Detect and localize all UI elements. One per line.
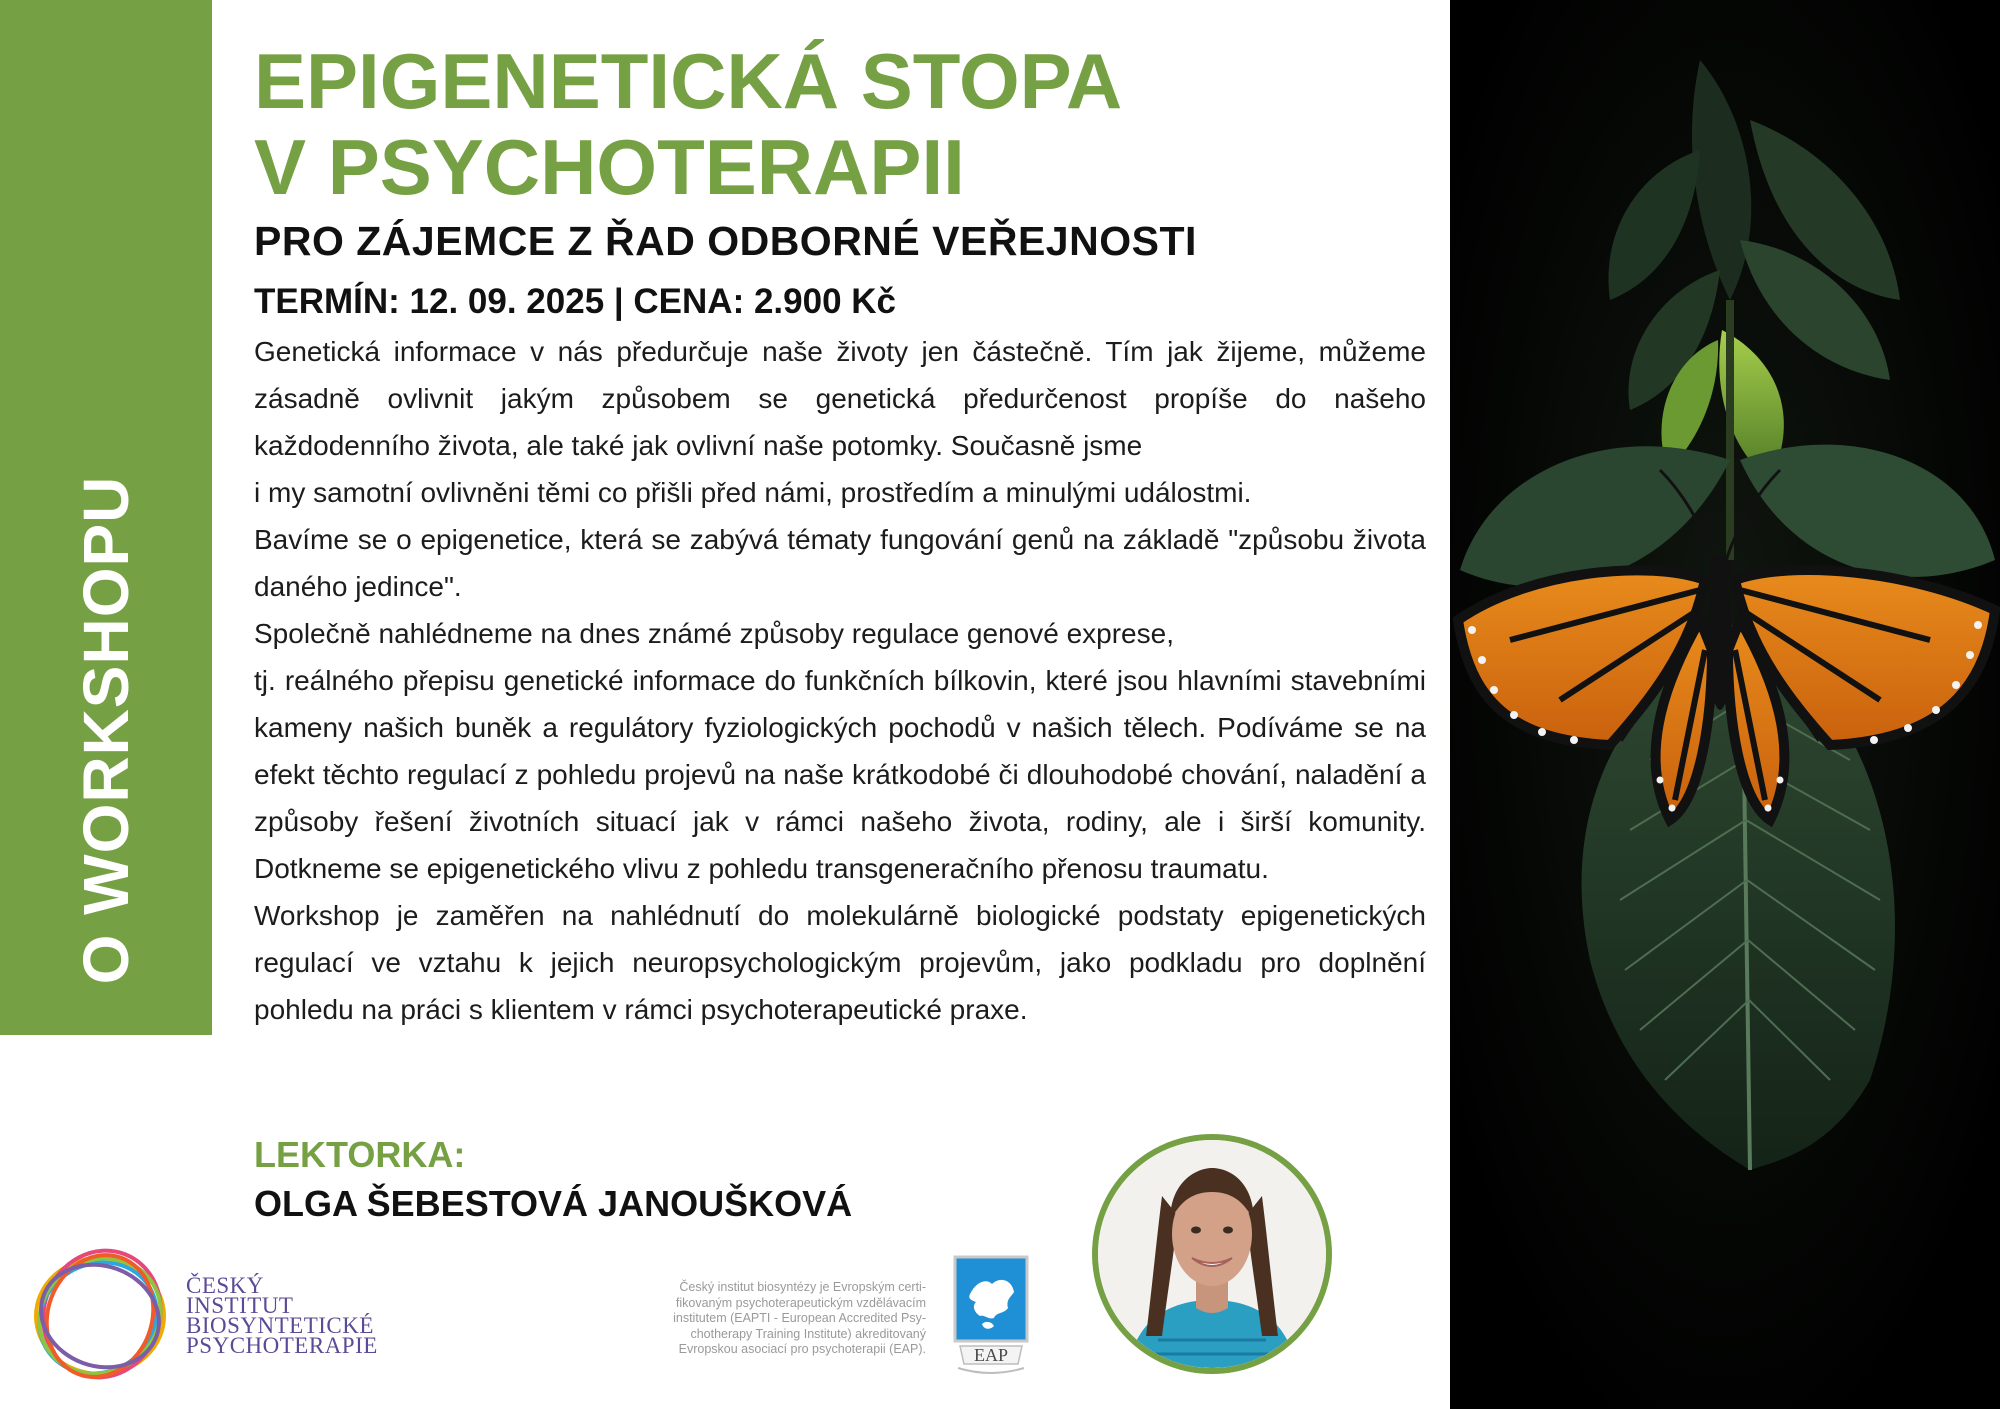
accreditation-note	[594, 1280, 926, 1358]
lecturer-label: LEKTORKA:	[254, 1134, 466, 1175]
title-line-2: V PSYCHOTERAPII	[254, 123, 965, 211]
title-line-1: EPIGENETICKÁ STOPA	[254, 37, 1123, 125]
logo-line-3: BIOSYNTETICKÉ	[186, 1313, 374, 1338]
butterfly-photo	[1450, 0, 2000, 1409]
logo-line-2: INSTITUT	[186, 1293, 294, 1318]
accreditation-line-4: chotherapy Training Institute) akreditovaný	[690, 1326, 926, 1341]
eap-label: EAP	[973, 1345, 1009, 1365]
paragraph-1: Genetická informace v nás předurčuje naše životy jen částečně. Tím jak žijeme, můžeme zásadně ovlivnit jakým způsobem se genetická předurčenost propíše do našeho každodenního života, ale také jak ovlivní naše potomky. Současně jsme	[254, 336, 1426, 461]
eap-logo-icon	[952, 1254, 1030, 1380]
monarch-butterfly-icon	[1450, 0, 2000, 1409]
institute-logo-text	[186, 1273, 378, 1358]
page-title	[254, 38, 1122, 210]
side-band-label: O WORKSHOPU	[70, 475, 142, 985]
institute-logo-icon	[28, 1244, 173, 1389]
logo-line-4: PSYCHOTERAPIE	[186, 1333, 378, 1358]
description	[254, 328, 1426, 1033]
lecturer-name: OLGA ŠEBESTOVÁ JANOUŠKOVÁ	[254, 1183, 853, 1224]
accreditation-line-2: fikovaným psychoterapeutickým vzdělávacím	[675, 1295, 926, 1310]
accreditation-line-3: institutem (EAPTI - European Accredited Psy-	[673, 1311, 926, 1325]
side-band	[0, 0, 212, 1035]
paragraph-4: Společně nahlédneme na dnes známé způsoby regulace genové exprese,	[254, 618, 1174, 649]
subtitle: PRO ZÁJEMCE Z ŘAD ODBORNÉ VEŘEJNOSTI	[254, 218, 1197, 264]
logo-line-1: ČESKÝ	[186, 1273, 264, 1298]
accreditation-line-5: Evropskou asociací pro psychoterapii (EAP).	[678, 1342, 926, 1356]
portrait-icon	[1098, 1140, 1326, 1368]
paragraph-2: i my samotní ovlivněni těmi co přišli před námi, prostředím a minulými událostmi.	[254, 477, 1252, 508]
paragraph-3: Bavíme se o epigenetice, která se zabývá tématy fungování genů na základě "způsobu života daného jedince".	[254, 524, 1426, 602]
lecturer-portrait	[1092, 1134, 1332, 1374]
accreditation-line-1: Český institut biosyntézy je Evropským certi-	[679, 1280, 926, 1294]
paragraph-6: Workshop je zaměřen na nahlédnutí do molekulárně biologické podstaty epigenetických regulací ve vztahu k jejich neuropsychologickým projevům, jako podkladu pro doplnění pohledu na práci s klientem v rámci psychoterapeutické praxe.	[254, 900, 1426, 1025]
date-price: TERMÍN: 12. 09. 2025 | CENA: 2.900 Kč	[254, 282, 896, 321]
paragraph-5: tj. reálného přepisu genetické informace do funkčních bílkovin, které jsou hlavními stavebními kameny našich buněk a regulátory fyziologických pochodů v našich tělech. Podíváme se na efekt těchto regulací z pohledu projevů na naše krátkodobé či dlouhodobé chování, naladění a způsoby řešení životních situací jak v rámci našeho života, rodiny, ale i širší komunity. Dotkneme se epigenetického vlivu z pohledu transgeneračního přenosu traumatu.	[254, 665, 1426, 884]
